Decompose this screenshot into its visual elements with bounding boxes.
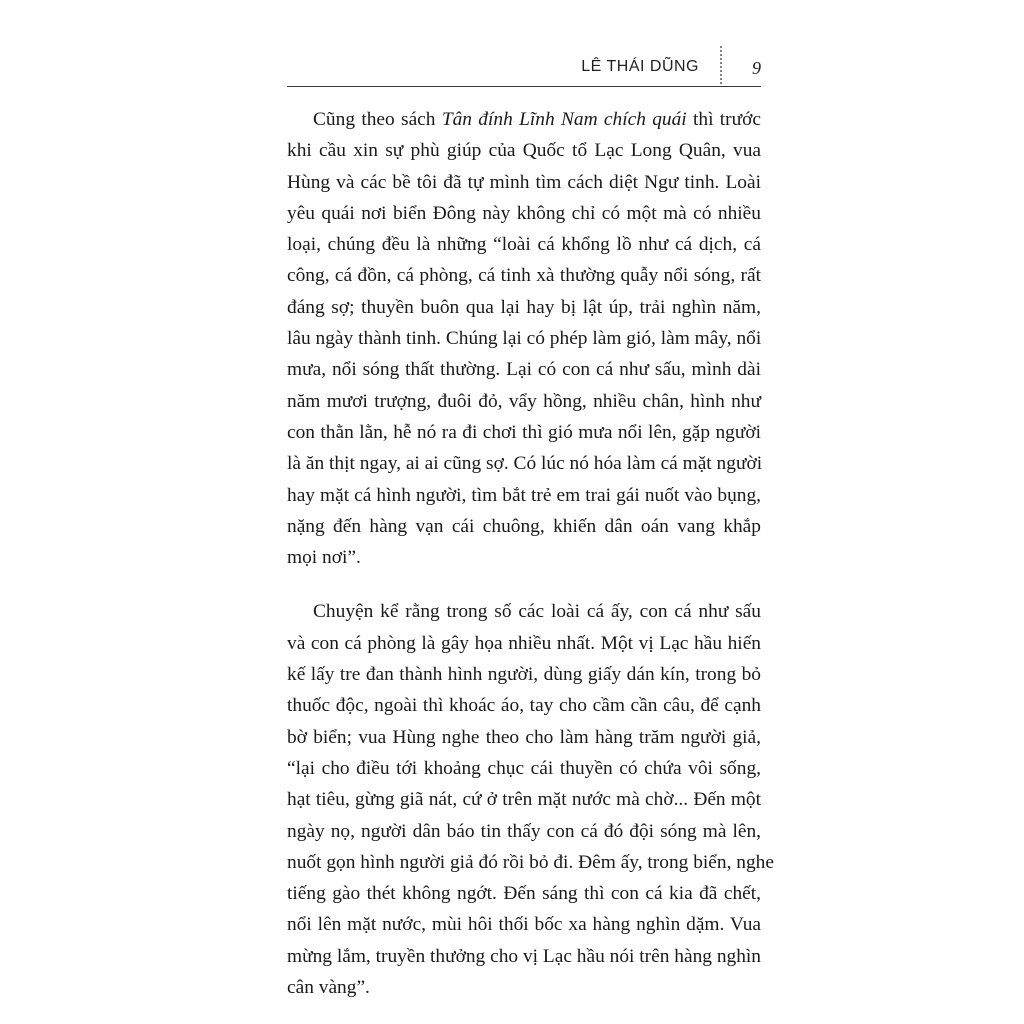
text-line [287,198,761,229]
text-run: Hùng và các bề tôi đã tự mình tìm cách diệt Ngư tinh. Loài [287,171,761,193]
text-run: mọi nơi”. [287,547,361,569]
text-line [287,417,761,448]
text-line [287,596,761,627]
text-line [287,386,761,417]
text-run: yêu quái nơi biển Đông này không chỉ có một mà có nhiều [287,202,761,224]
text-line [287,292,761,323]
text-line [287,628,761,659]
paragraph-gap [287,573,761,596]
text-line [287,229,761,260]
text-run: loại, chúng đều là những “loài cá khổng lồ như cá dịch, cá [287,234,761,256]
text-line [287,753,761,784]
text-line [287,511,761,542]
text-line [287,135,761,166]
text-line [287,909,761,940]
text-line [287,104,761,135]
text-run: công, cá đồn, cá phòng, cá tinh xà thường quẫy nổi sóng, rất [287,265,761,287]
text-run: con thằn lằn, hễ nó ra đi chơi thì gió mưa nổi lên, gặp người [287,421,761,443]
text-run: hạt tiêu, gừng giã nát, cứ ở trên mặt nước mà chờ... Đến một [287,789,761,811]
text-run: và con cá phòng là gây họa nhiều nhất. Một vị Lạc hầu hiến [287,632,761,654]
text-line [287,878,761,909]
text-line [287,722,761,753]
text-run: lâu ngày thành tinh. Chúng lại có phép làm gió, làm mây, nổi [287,328,762,350]
text-line [287,659,761,690]
text-line [287,480,761,511]
ornament-divider-icon [719,46,723,86]
text-run: Chuyện kể rằng trong số các loài cá ấy, con cá như sấu [313,601,761,623]
text-run: Cũng theo sách [313,109,442,130]
text-run: hay mặt cá hình người, tìm bắt trẻ em trai gái nuốt vào bụng, [287,484,761,506]
text-run: ngày nọ, người dân báo tin thấy con cá đó đội sóng mà lên, [287,820,761,842]
body-text [287,104,774,1003]
text-line [287,260,761,291]
text-line [287,816,761,847]
text-run: nổi lên mặt nước, mùi hôi thối bốc xa hàng nghìn dặm. Vua [287,914,761,936]
text-line [287,941,761,972]
paragraph [287,596,774,1003]
book-title: Tân đính Lĩnh Nam chích quái [441,109,687,130]
text-run: “lại cho điều tới khoảng chục cái thuyền có chứa vôi sống, [287,757,761,779]
text-run: khi cầu xin sự phù giúp của Quốc tổ Lạc Long Quân, vua [287,140,761,162]
text-run: thuốc độc, ngoài thì khoác áo, tay cho cầm cần câu, để cạnh [287,695,761,717]
text-line [287,323,761,354]
text-line [287,690,761,721]
text-run: thì trước [686,109,761,130]
running-header-author: LÊ THÁI DŨNG [581,58,699,75]
paragraph [287,104,761,573]
text-run: tiếng gào thét không ngớt. Đến sáng thì con cá kia đã chết, [287,883,761,905]
text-line [287,448,761,479]
text-line [287,784,761,815]
text-run: bờ biển; vua Hùng nghe theo cho làm hàng trăm người giả, [287,726,761,748]
text-line [287,972,761,1003]
text-run: kế lấy tre đan thành hình người, dùng giấy dán kín, trong bỏ [287,664,761,686]
running-header [287,52,761,88]
text-line [287,542,761,573]
page-number: 9 [752,58,761,78]
text-run: đáng sợ; thuyền buôn qua lại hay bị lật úp, trải nghìn năm, [287,296,761,318]
text-run: mưa, nổi sóng thất thường. Lại có con cá như sấu, mình dài [287,359,761,381]
text-run: mừng lắm, truyền thưởng cho vị Lạc hầu nói trên hàng nghìn [287,945,761,967]
text-run: năm mươi trượng, đuôi đỏ, vẩy hồng, nhiều chân, hình như [287,390,761,412]
text-line [287,847,774,878]
header-rule [287,86,761,87]
text-run: nặng đến hàng vạn cái chuông, khiến dân oán vang khắp [287,515,761,537]
text-run: cân vàng”. [287,977,370,999]
text-run: là ăn thịt ngay, ai ai cũng sợ. Có lúc nó hóa làm cá mặt người [287,453,763,475]
text-line [287,354,761,385]
text-line [287,167,761,198]
text-run: nuốt gọn hình người giả đó rồi bỏ đi. Đêm ấy, trong biển, nghe [287,851,774,873]
